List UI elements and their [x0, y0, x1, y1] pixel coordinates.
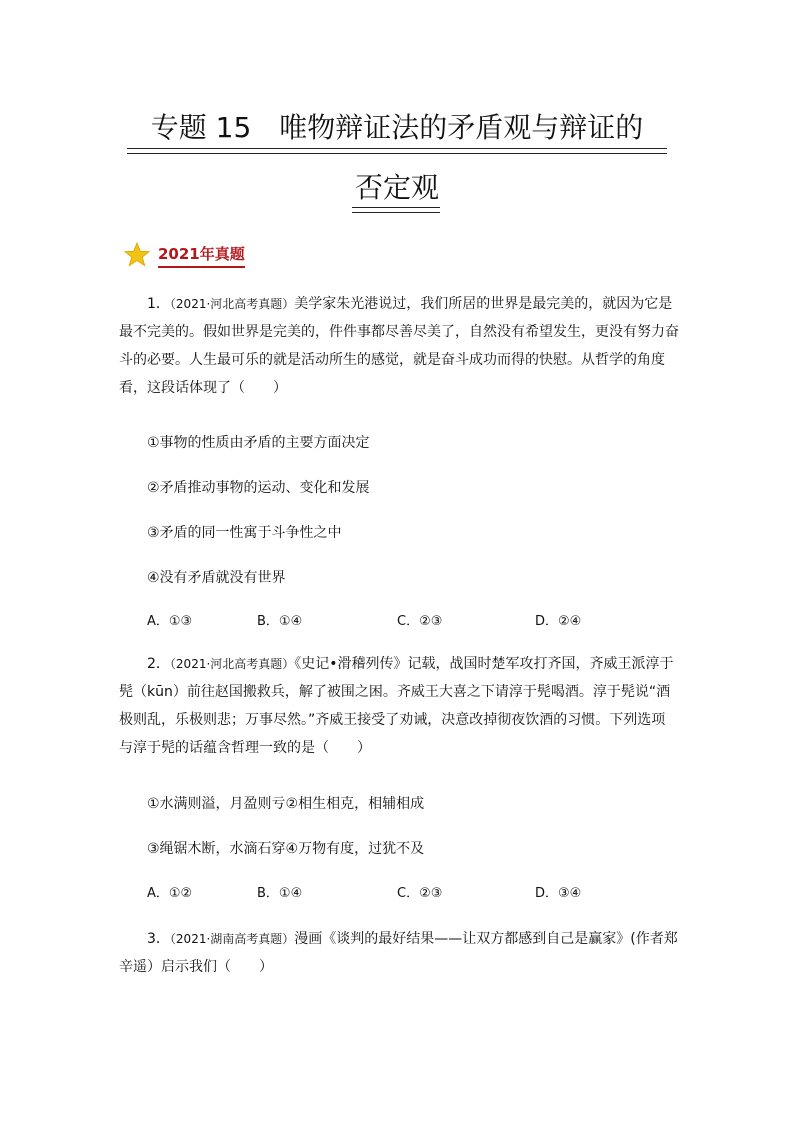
choice-c[interactable]: C．②③: [397, 886, 443, 901]
question-text: 漫画《谈判的最好结果——让双方都感到自己是赢家》(作者郑辛遥）启示我们（ ）: [119, 931, 678, 975]
choice-c[interactable]: C．②③: [397, 614, 443, 629]
choice-d[interactable]: D．③④: [535, 886, 582, 901]
page-title-line-1: 专题 15 唯物辩证法的矛盾观与辩证的: [150, 111, 644, 144]
choice-a[interactable]: A．①②: [147, 886, 193, 901]
statement-1: ①水满则溢，月盈则亏②相生相克，相辅相成: [147, 796, 425, 812]
question-source: （2021·河北高考真题）: [169, 297, 295, 311]
choice-a[interactable]: A．①③: [147, 614, 193, 629]
question-text: 美学家朱光港说过，我们所居的世界是最完美的，就因为它是最不完美的。假如世界是完美的，件件事都尽善尽美了，自然没有希望发生，更没有努力奋斗的必要。人生最可乐的就是活动所生的感觉，就是奋斗成功而得的快慰。从哲学的角度看，这段话体现了（ ）: [119, 296, 679, 396]
question-3-stem: [119, 925, 679, 981]
statement-4: ④没有矛盾就没有世界: [147, 570, 286, 586]
choices-row: [147, 610, 667, 634]
statement-3: ③矛盾的同一性寓于斗争性之中: [147, 525, 342, 541]
choice-d[interactable]: D．②④: [535, 614, 582, 629]
statement-2: ②矛盾推动事物的运动、变化和发展: [147, 480, 370, 496]
question-1-stem: [119, 290, 679, 402]
question-source: （2021·湖南高考真题）: [169, 932, 295, 946]
section-label: 2021年真题: [158, 243, 245, 268]
statement-1: ①事物的性质由矛盾的主要方面决定: [147, 435, 370, 451]
choice-b[interactable]: B．①④: [257, 886, 303, 901]
statement-2: ③绳锯木断，水滴石穿④万物有度，过犹不及: [147, 841, 425, 857]
question-2-stem: [119, 650, 679, 762]
title-double-underline-short: [352, 207, 440, 213]
title-double-underline: [127, 148, 667, 154]
star-icon: [124, 242, 150, 268]
choice-b[interactable]: B．①④: [257, 614, 303, 629]
choices-row: [147, 882, 667, 906]
question-number: 2．: [147, 656, 170, 672]
question-source: （2021·河北高考真题）: [169, 657, 295, 671]
page-title-line-2: 否定观: [354, 171, 439, 204]
question-number: 3．: [147, 931, 170, 947]
question-text: 《史记•滑稽列传》记载，战国时楚军攻打齐国，齐威王派淳于髡（kūn）前往赵国搬救兵，解了被围之困。齐威王大喜之下请淳于髡喝酒。淳于髡说“酒极则乱，乐极则悲；万事尽然。”齐威王接受了劝诫，决意改掉彻夜饮酒的习惯。下列选项与淳于髡的话蕴含哲理一致的是（ ）: [119, 656, 674, 756]
question-number: 1．: [147, 296, 170, 312]
